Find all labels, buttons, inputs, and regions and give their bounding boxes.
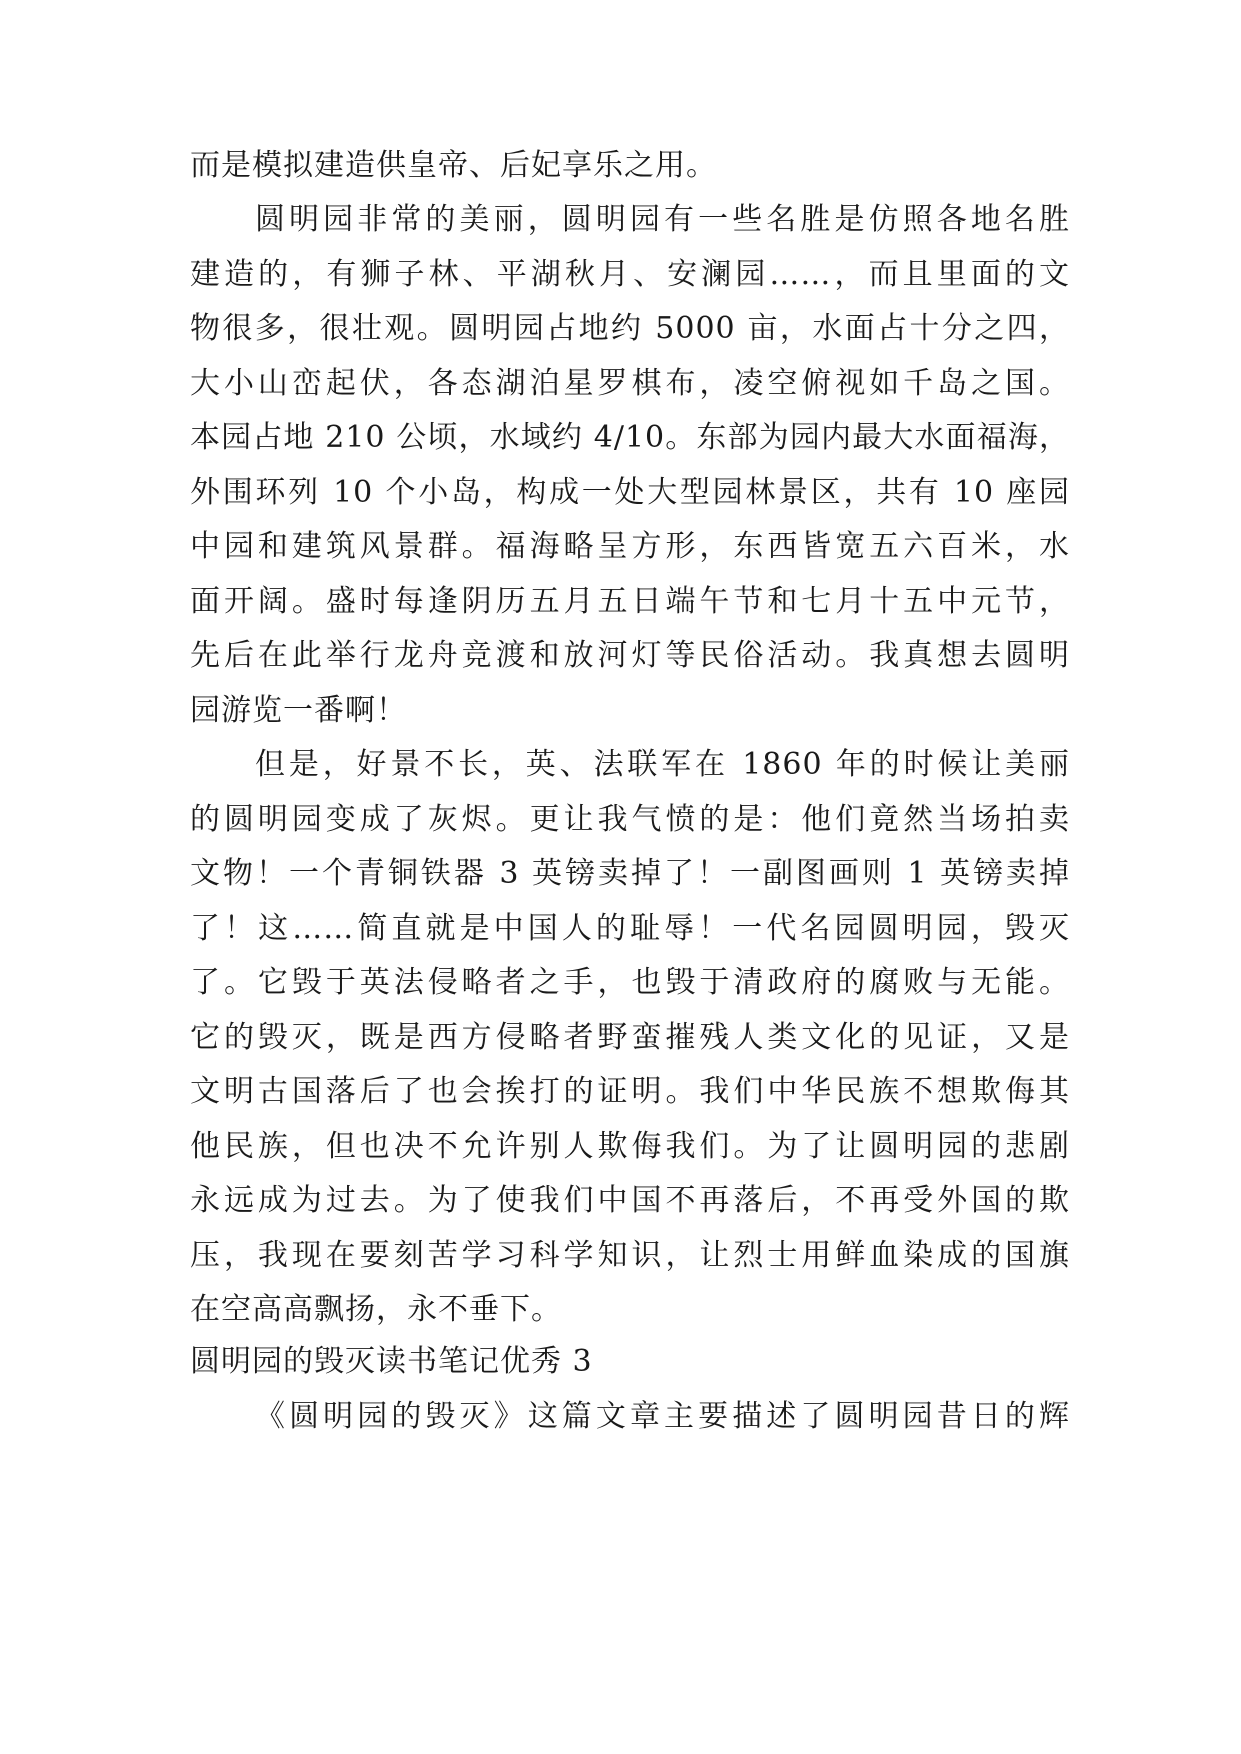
paragraph-start-line: 圆明园非常的美丽，圆明园有一些名胜是仿照各地名胜 <box>255 202 1070 237</box>
text-line: 了！这……简直就是中国人的耻辱！一代名园圆明园，毁灭 <box>190 911 1070 946</box>
text-line: 建造的，有狮子林、平湖秋月、安澜园……，而且里面的文 <box>190 257 1070 292</box>
text-line: 压，我现在要刻苦学习科学知识，让烈士用鲜血染成的国旗 <box>190 1238 1070 1273</box>
text-line: 文明古国落后了也会挨打的证明。我们中华民族不想欺侮其 <box>190 1074 1070 1109</box>
paragraph-start-line: 《圆明园的毁灭》这篇文章主要描述了圆明园昔日的辉 <box>255 1399 1070 1434</box>
text-line: 先后在此举行龙舟竞渡和放河灯等民俗活动。我真想去圆明 <box>190 638 1070 673</box>
text-line: 园游览一番啊！ <box>190 693 407 728</box>
paragraph-start-line: 但是，好景不长，英、法联军在 1860 年的时候让美丽 <box>255 747 1070 782</box>
text-line: 外围环列 10 个小岛，构成一处大型园林景区，共有 10 座园 <box>190 475 1070 510</box>
section-heading: 圆明园的毁灭读书笔记优秀 3 <box>190 1344 593 1379</box>
text-line: 面开阔。盛时每逢阴历五月五日端午节和七月十五中元节， <box>190 584 1070 619</box>
text-line: 物很多，很壮观。圆明园占地约 5000 亩，水面占十分之四， <box>190 311 1070 346</box>
text-line: 中园和建筑风景群。福海略呈方形，东西皆宽五六百米，水 <box>190 529 1070 564</box>
text-line: 他民族，但也决不允许别人欺侮我们。为了让圆明园的悲剧 <box>190 1129 1070 1164</box>
text-line: 了。它毁于英法侵略者之手，也毁于清政府的腐败与无能。 <box>190 965 1070 1000</box>
text-line: 它的毁灭，既是西方侵略者野蛮摧残人类文化的见证，又是 <box>190 1020 1070 1055</box>
text-line: 的圆明园变成了灰烬。更让我气愤的是：他们竟然当场拍卖 <box>190 802 1070 837</box>
text-line: 在空高高飘扬，永不垂下。 <box>190 1292 562 1327</box>
text-line: 而是模拟建造供皇帝、后妃享乐之用。 <box>190 148 717 183</box>
text-line: 文物！一个青铜铁器 3 英镑卖掉了！一副图画则 1 英镑卖掉 <box>190 856 1070 891</box>
text-line: 本园占地 210 公顷，水域约 4/10。东部为园内最大水面福海， <box>190 420 1070 455</box>
text-line: 大小山峦起伏，各态湖泊星罗棋布，凌空俯视如千岛之国。 <box>190 366 1070 401</box>
text-line: 永远成为过去。为了使我们中国不再落后，不再受外国的欺 <box>190 1183 1070 1218</box>
